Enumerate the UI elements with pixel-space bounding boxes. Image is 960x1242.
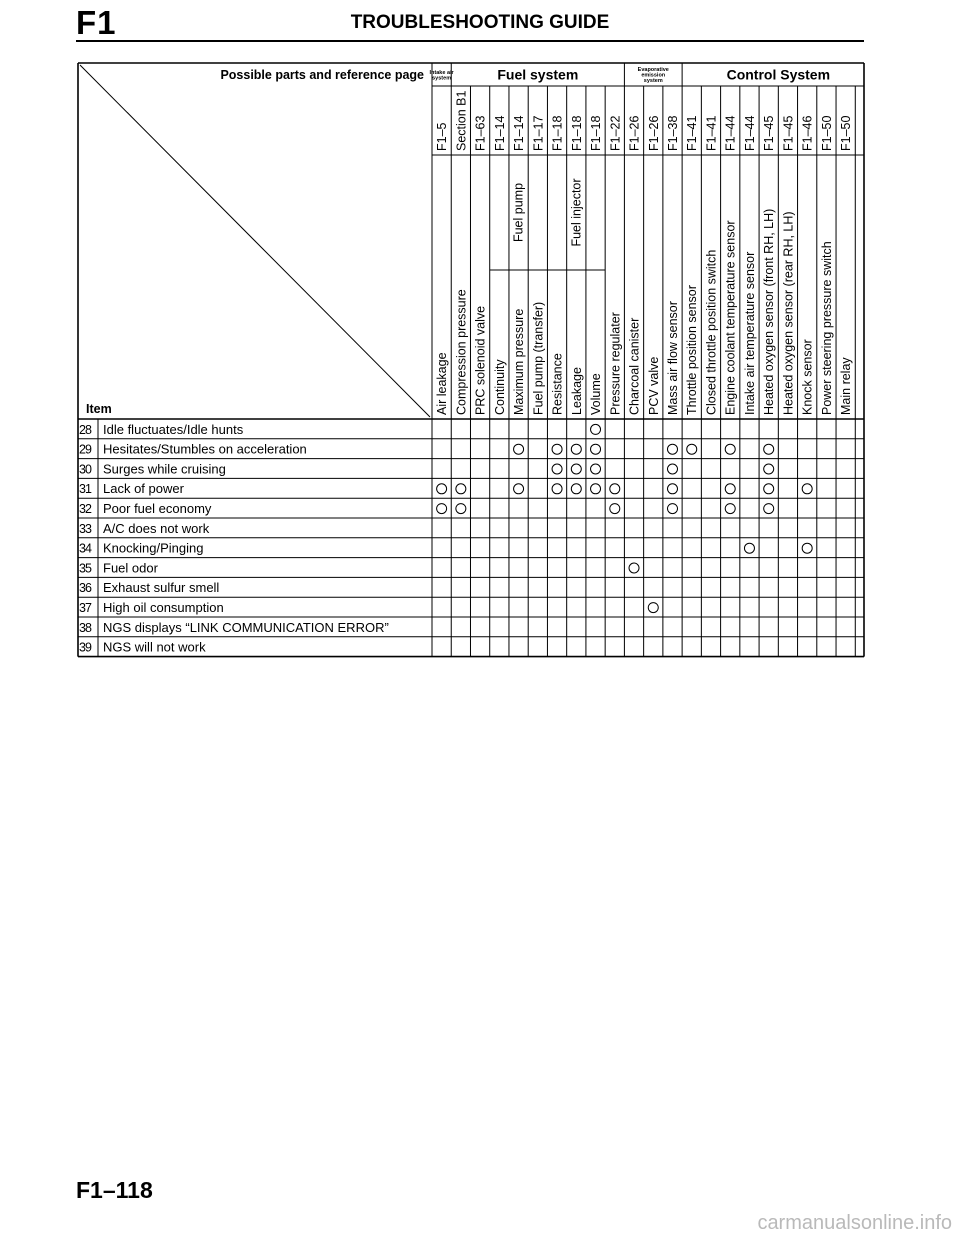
column-reference-21: F1–50: [839, 115, 854, 151]
column-reference-13: F1–41: [685, 115, 700, 151]
column-part-10: Charcoal canister: [627, 317, 642, 415]
check-mark-circle: [437, 504, 447, 514]
column-part-15: Engine coolant temperature sensor: [723, 220, 738, 415]
column-reference-9: F1–22: [608, 115, 623, 151]
column-part-9: Pressure regulater: [608, 312, 623, 415]
column-part-14: Closed throttle position switch: [704, 249, 719, 415]
row-number-29: 29: [79, 442, 91, 457]
row-item-33: A/C does not work: [103, 520, 210, 536]
row-item-31: Lack of power: [103, 481, 184, 497]
check-mark-circle: [668, 504, 678, 514]
check-mark-circle: [437, 484, 447, 494]
check-mark-circle: [764, 444, 774, 454]
column-reference-2: F1–63: [473, 115, 488, 151]
column-reference-7: F1–18: [569, 115, 584, 151]
check-mark-circle: [514, 484, 524, 494]
column-part-21: Main relay: [839, 357, 854, 415]
check-mark-circle: [571, 464, 581, 474]
check-mark-circle: [687, 444, 697, 454]
column-part-20: Power steering pressure switch: [819, 241, 834, 415]
row-item-37: High oil consumption: [103, 600, 224, 615]
check-mark-circle: [456, 504, 466, 514]
check-mark-circle: [514, 444, 524, 454]
check-mark-circle: [552, 444, 562, 454]
column-reference-5: F1–17: [531, 115, 546, 151]
row-item-38: NGS displays “LINK COMMUNICATION ERROR”: [103, 619, 389, 635]
column-part-16: Intake air temperature sensor: [742, 251, 757, 415]
check-mark-circle: [571, 444, 581, 454]
column-reference-17: F1–45: [762, 115, 777, 151]
column-part-5: Fuel pump (transfer): [531, 301, 546, 415]
subgroup-label-0: Fuel pump: [511, 182, 526, 243]
column-part-6: Resistance: [550, 353, 565, 415]
column-part-2: PRC solenoid valve: [473, 305, 488, 415]
column-reference-19: F1–46: [800, 115, 815, 151]
corner-top-label: Possible parts and reference page: [220, 68, 424, 82]
check-mark-circle: [456, 484, 466, 494]
column-reference-14: F1–41: [704, 115, 719, 151]
column-part-3: Continuity: [492, 359, 507, 415]
column-reference-18: F1–45: [781, 115, 796, 151]
row-number-36: 36: [79, 581, 91, 596]
group-label-2: Evaporative emission system: [637, 67, 669, 84]
column-part-13: Throttle position sensor: [685, 285, 700, 415]
row-number-39: 39: [79, 640, 91, 655]
column-part-11: PCV valve: [646, 356, 661, 415]
row-number-28: 28: [79, 422, 91, 437]
row-item-30: Surges while cruising: [103, 461, 226, 477]
check-mark-circle: [802, 484, 812, 494]
column-part-19: Knock sensor: [800, 339, 815, 415]
column-part-7: Leakage: [569, 367, 584, 415]
column-part-4: Maximum pressure: [512, 308, 527, 415]
check-mark-circle: [552, 484, 562, 494]
row-number-34: 34: [79, 541, 91, 556]
group-label-1: Fuel system: [497, 66, 579, 83]
column-part-18: Heated oxygen sensor (rear RH, LH): [781, 211, 796, 415]
row-number-32: 32: [79, 502, 91, 516]
column-reference-8: F1–18: [589, 115, 604, 151]
column-part-12: Mass air flow sensor: [666, 301, 680, 415]
check-mark-circle: [744, 543, 754, 553]
check-mark-circle: [629, 563, 639, 573]
row-item-34: Knocking/Pinging: [103, 540, 204, 556]
column-reference-0: F1–5: [435, 122, 450, 151]
column-part-8: Volume: [589, 373, 604, 415]
check-mark-circle: [725, 504, 735, 514]
column-reference-20: F1–50: [819, 115, 834, 151]
section-code: F1: [76, 4, 117, 41]
group-label-0: Intake air system: [429, 69, 454, 82]
check-mark-circle: [591, 424, 601, 434]
row-item-29: Hesitates/Stumbles on acceleration: [103, 441, 307, 457]
check-mark-circle: [591, 464, 601, 474]
check-mark-circle: [648, 603, 658, 613]
column-part-17: Heated oxygen sensor (front RH, LH): [762, 208, 777, 415]
watermark: carmanualsonline.info: [757, 1212, 952, 1234]
check-mark-circle: [668, 484, 678, 494]
row-number-31: 31: [79, 482, 91, 497]
check-mark-circle: [668, 464, 678, 474]
row-number-38: 38: [79, 620, 91, 635]
check-mark-circle: [591, 484, 601, 494]
column-part-0: Air leakage: [435, 352, 450, 415]
page-title: TROUBLESHOOTING GUIDE: [350, 12, 610, 33]
check-mark-circle: [552, 464, 562, 474]
column-part-1: Compression pressure: [454, 289, 469, 415]
column-reference-1: Section B1: [454, 90, 469, 151]
row-item-32: Poor fuel economy: [103, 501, 212, 516]
group-label-3: Control System: [726, 66, 831, 83]
check-mark-circle: [725, 444, 735, 454]
check-mark-circle: [802, 543, 812, 553]
check-mark-circle: [591, 444, 601, 454]
row-item-39: NGS will not work: [103, 639, 206, 655]
row-number-37: 37: [79, 601, 91, 615]
row-number-30: 30: [79, 462, 91, 477]
column-reference-12: F1–38: [666, 115, 680, 151]
column-reference-15: F1–44: [723, 115, 738, 151]
column-reference-4: F1–14: [512, 115, 527, 151]
check-mark-circle: [610, 484, 620, 494]
column-reference-6: F1–18: [550, 115, 565, 151]
check-mark-circle: [764, 464, 774, 474]
corner-diagonal: [80, 65, 430, 417]
corner-bottom-label: Item: [86, 402, 112, 416]
page-number: F1–118: [76, 1177, 153, 1203]
check-mark-circle: [610, 504, 620, 514]
column-reference-11: F1–26: [646, 115, 661, 151]
column-reference-10: F1–26: [627, 115, 642, 151]
column-reference-16: F1–44: [742, 115, 757, 151]
subgroup-label-1: Fuel injector: [569, 178, 584, 247]
row-item-36: Exhaust sulfur smell: [103, 580, 220, 596]
column-reference-3: F1–14: [492, 115, 507, 151]
check-mark-circle: [725, 484, 735, 494]
check-mark-circle: [764, 504, 774, 514]
check-mark-circle: [571, 484, 581, 494]
check-mark-circle: [764, 484, 774, 494]
row-number-33: 33: [79, 521, 91, 536]
row-item-28: Idle fluctuates/Idle hunts: [103, 421, 244, 437]
row-number-35: 35: [79, 561, 91, 576]
check-mark-circle: [668, 444, 678, 454]
row-item-35: Fuel odor: [103, 560, 158, 576]
